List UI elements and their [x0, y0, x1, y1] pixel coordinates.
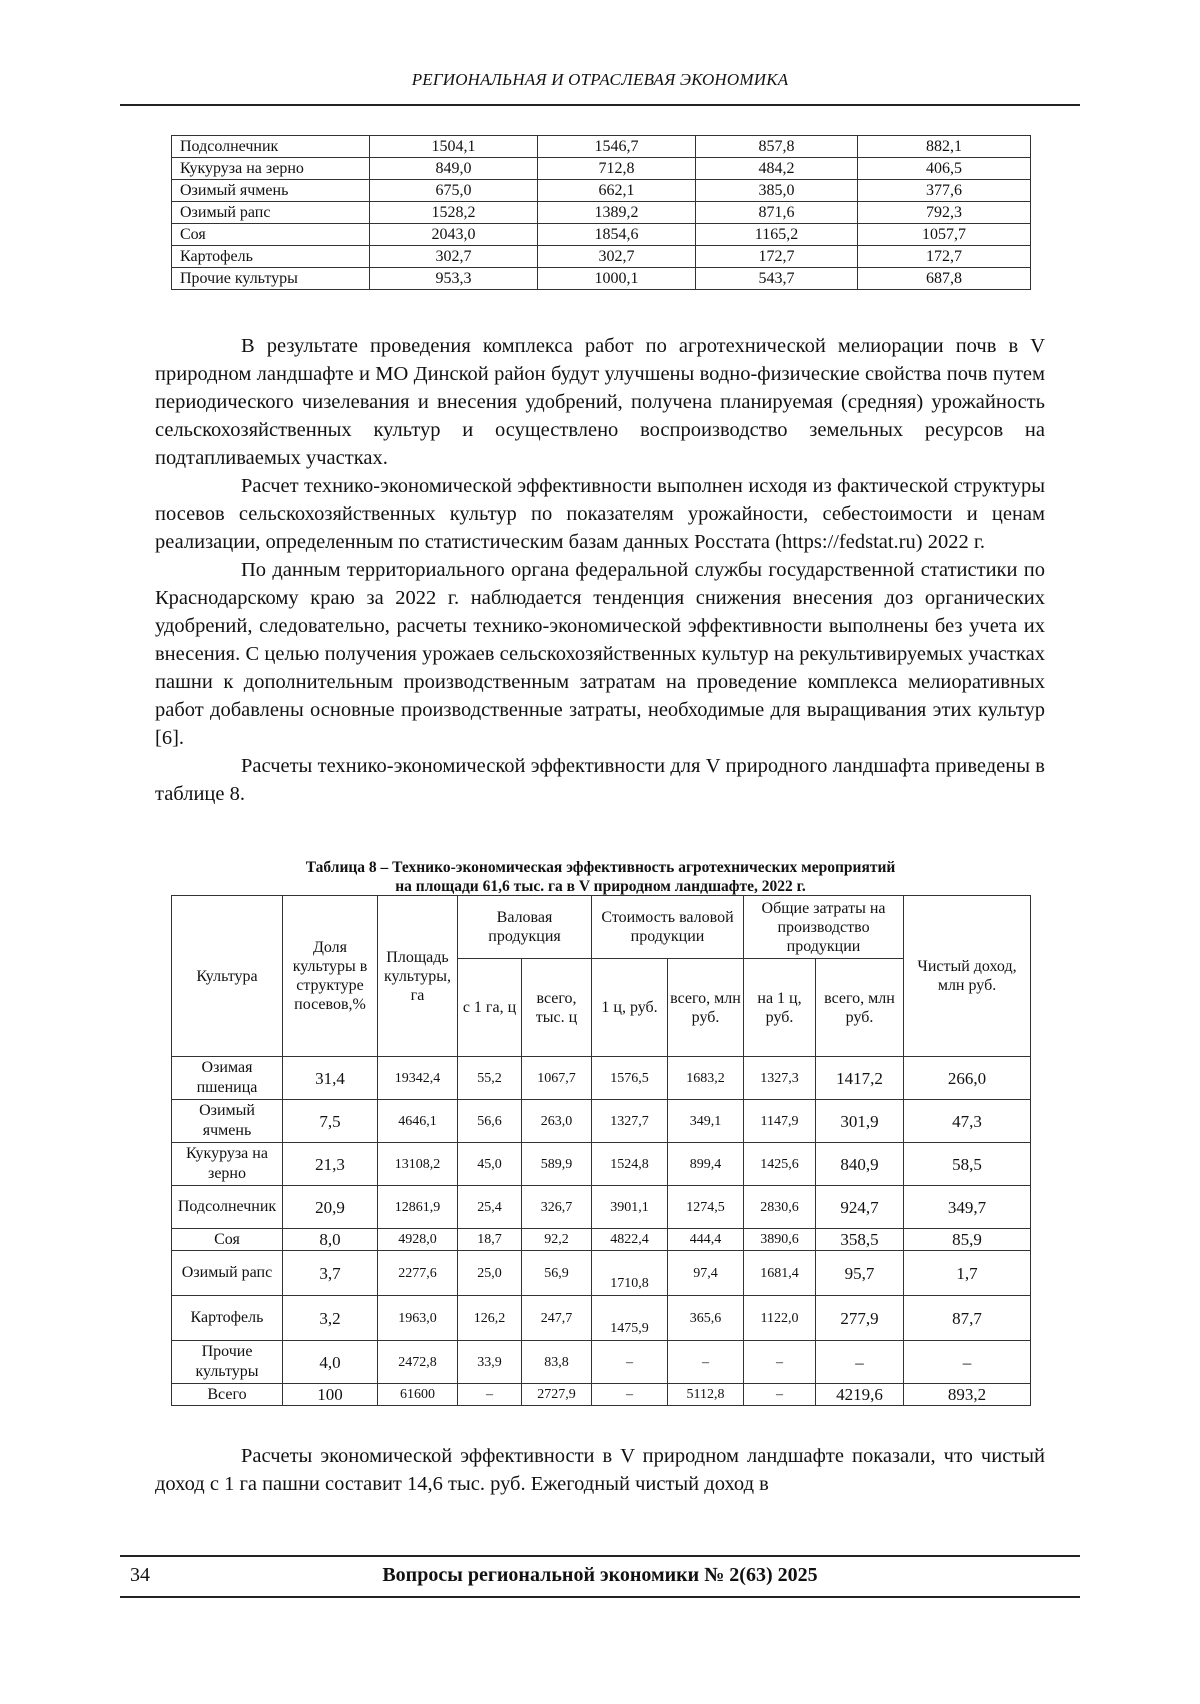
share-cell: 3,7 [283, 1251, 378, 1296]
net-cell: 47,3 [904, 1100, 1031, 1143]
table-8-title-line: на площади 61,6 тыс. га в V природном ландшафте, 2022 г. [395, 878, 806, 895]
value-cell: 365,6 [668, 1296, 744, 1341]
share-cell: 4,0 [283, 1341, 378, 1384]
costs_total-cell: 924,7 [816, 1186, 904, 1229]
crop-name-cell: Подсолнечник [172, 136, 370, 158]
header-gross: Валовая продукция [458, 896, 592, 959]
value-cell: 857,8 [696, 136, 858, 158]
page-number: 34 [130, 1564, 150, 1586]
area-cell: 19342,4 [378, 1057, 458, 1100]
table-row [172, 158, 1031, 180]
value-cell: 953,3 [370, 268, 538, 290]
gross-cell: 247,7 [522, 1296, 592, 1341]
area-cell: 13108,2 [378, 1143, 458, 1186]
gross-cell: 1067,7 [522, 1057, 592, 1100]
value-cell: 302,7 [538, 246, 696, 268]
costs_total-cell: 1417,2 [816, 1057, 904, 1100]
header-exp-total: всего, млн руб. [816, 959, 904, 1057]
header-exp-per-c: на 1 ц, руб. [744, 959, 816, 1057]
area-cell: 1963,0 [378, 1296, 458, 1341]
header-culture: Культура [172, 896, 283, 1057]
header-area: Площадь культуры, га [378, 896, 458, 1057]
value-cell: 849,0 [370, 158, 538, 180]
value-cell: 1854,6 [538, 224, 696, 246]
table-row [172, 268, 1031, 290]
area-cell: 2472,8 [378, 1341, 458, 1384]
table-row [172, 224, 1031, 246]
header-cost-total: всего, млн руб. [668, 959, 744, 1057]
header-cost-per-c: 1 ц, руб. [592, 959, 668, 1057]
costs_total-cell: 95,7 [816, 1251, 904, 1296]
yield-cell: – [458, 1384, 522, 1406]
net-cell: 1,7 [904, 1251, 1031, 1296]
table-row [172, 1251, 1031, 1296]
area-cell: 2277,6 [378, 1251, 458, 1296]
crop-name-cell: Озимый ячмень [172, 1100, 283, 1143]
table-row [172, 202, 1031, 224]
footer-rule [120, 1555, 1080, 1557]
cost-cell: – [744, 1384, 816, 1406]
value-cell: 675,0 [370, 180, 538, 202]
table-row [172, 1143, 1031, 1186]
net-cell: – [904, 1341, 1031, 1384]
value-cell: – [668, 1341, 744, 1384]
paragraph: По данным территориального органа федеральной службы государственной статистики по Краснодарскому краю за 2022 г. наблюдается тенденция снижения внесения доз органических удобрений, следовательно, расчеты технико-экономической эффективности выполнены без учета их внесения. С целью получения урожаев сельскохозяйственных культур на рекультивируемых участках пашни к дополнительным производственным затратам на проведение комплекса мелиоративных работ добавлены основные производственные затраты, необходимые для выращивания этих культур [6]. [155, 559, 1045, 749]
cost-cell: 1147,9 [744, 1100, 816, 1143]
value-cell: 484,2 [696, 158, 858, 180]
header-gross-per-ha: с 1 га, ц [458, 959, 522, 1057]
paragraph: Расчеты технико-экономической эффективности для V природного ландшафта приведены в таблице 8. [155, 755, 1045, 805]
share-cell: 21,3 [283, 1143, 378, 1186]
cost-cell: 1681,4 [744, 1251, 816, 1296]
table-row [172, 1384, 1031, 1406]
net-cell: 58,5 [904, 1143, 1031, 1186]
running-header: РЕГИОНАЛЬНАЯ И ОТРАСЛЕВАЯ ЭКОНОМИКА [411, 70, 789, 89]
value-cell: 1504,1 [370, 136, 538, 158]
yield-cell: 25,4 [458, 1186, 522, 1229]
value-cell: 377,6 [858, 180, 1031, 202]
table-row [172, 1229, 1031, 1251]
crop-name-cell: Прочие культуры [172, 1341, 283, 1384]
table-row [172, 1057, 1031, 1100]
value-cell: 687,8 [858, 268, 1031, 290]
header-gross-total: всего, тыс. ц [522, 959, 592, 1057]
crop-name-cell: Подсолнечник [172, 1186, 283, 1229]
value-cell: 871,6 [696, 202, 858, 224]
journal-name: Вопросы региональной экономики № 2(63) 2025 [382, 1564, 818, 1586]
share-cell: 20,9 [283, 1186, 378, 1229]
costs_total-cell: 4219,6 [816, 1384, 904, 1406]
cost-cell: – [744, 1341, 816, 1384]
paragraph: Расчеты экономической эффективности в V природном ландшафте показали, что чистый доход с 1 га пашни составит 14,6 тыс. руб. Ежегодный чистый доход в [155, 1445, 1045, 1495]
costs_total-cell: 301,9 [816, 1100, 904, 1143]
crop-name-cell: Прочие культуры [172, 268, 370, 290]
crop-name-cell: Кукуруза на зерно [172, 1143, 283, 1186]
table-row [172, 136, 1031, 158]
net-cell: 85,9 [904, 1229, 1031, 1251]
price-cell: 1576,5 [592, 1057, 668, 1100]
value-cell: 1057,7 [858, 224, 1031, 246]
price-cell: 3901,1 [592, 1186, 668, 1229]
value-cell: 882,1 [858, 136, 1031, 158]
table-continued [171, 135, 1031, 290]
header-expenses: Общие затраты на производство продукции [744, 896, 904, 959]
value-cell: 712,8 [538, 158, 696, 180]
yield-cell: 56,6 [458, 1100, 522, 1143]
price-cell: 1327,7 [592, 1100, 668, 1143]
value-cell: 543,7 [696, 268, 858, 290]
share-cell: 8,0 [283, 1229, 378, 1251]
yield-cell: 55,2 [458, 1057, 522, 1100]
yield-cell: 33,9 [458, 1341, 522, 1384]
value-cell: 1683,2 [668, 1057, 744, 1100]
yield-cell: 18,7 [458, 1229, 522, 1251]
yield-cell: 126,2 [458, 1296, 522, 1341]
header-cost: Стоимость валовой продукции [592, 896, 744, 959]
body-text [155, 332, 1045, 808]
price-cell: 1710,8 [592, 1251, 668, 1296]
share-cell: 31,4 [283, 1057, 378, 1100]
value-cell: 444,4 [668, 1229, 744, 1251]
crop-name-cell: Озимый рапс [172, 1251, 283, 1296]
table-row [172, 1186, 1031, 1229]
header-share: Доля культуры в структуре посевов,% [283, 896, 378, 1057]
table-8 [171, 895, 1031, 1406]
value-cell: 349,1 [668, 1100, 744, 1143]
cost-cell: 1122,0 [744, 1296, 816, 1341]
gross-cell: 83,8 [522, 1341, 592, 1384]
crop-name-cell: Картофель [172, 1296, 283, 1341]
gross-cell: 56,9 [522, 1251, 592, 1296]
value-cell: 792,3 [858, 202, 1031, 224]
area-cell: 4646,1 [378, 1100, 458, 1143]
value-cell: 302,7 [370, 246, 538, 268]
price-cell: – [592, 1341, 668, 1384]
cost-cell: 2830,6 [744, 1186, 816, 1229]
yield-cell: 25,0 [458, 1251, 522, 1296]
gross-cell: 92,2 [522, 1229, 592, 1251]
net-cell: 266,0 [904, 1057, 1031, 1100]
net-cell: 87,7 [904, 1296, 1031, 1341]
crop-name-cell: Озимый ячмень [172, 180, 370, 202]
crop-name-cell: Соя [172, 1229, 283, 1251]
table-row [172, 1341, 1031, 1384]
crop-name-cell: Озимый рапс [172, 202, 370, 224]
price-cell: 1524,8 [592, 1143, 668, 1186]
area-cell: 12861,9 [378, 1186, 458, 1229]
price-cell: 4822,4 [592, 1229, 668, 1251]
gross-cell: 2727,9 [522, 1384, 592, 1406]
share-cell: 7,5 [283, 1100, 378, 1143]
crop-name-cell: Картофель [172, 246, 370, 268]
table-row [172, 1100, 1031, 1143]
value-cell: 97,4 [668, 1251, 744, 1296]
footer-rule [120, 1596, 1080, 1598]
header-rule [120, 104, 1080, 106]
table-8-title [171, 858, 1030, 896]
value-cell: 662,1 [538, 180, 696, 202]
value-cell: 1274,5 [668, 1186, 744, 1229]
share-cell: 100 [283, 1384, 378, 1406]
paragraph: Расчет технико-экономической эффективности выполнен исходя из фактической структуры посевов сельскохозяйственных культур по показателям урожайности, себестоимости и ценам реализации, определенным по статистическим базам данных Росстата (https://fedstat.ru) 2022 г. [155, 475, 1045, 553]
net-cell: 893,2 [904, 1384, 1031, 1406]
yield-cell: 45,0 [458, 1143, 522, 1186]
value-cell: 172,7 [858, 246, 1031, 268]
gross-cell: 263,0 [522, 1100, 592, 1143]
price-cell: – [592, 1384, 668, 1406]
net-cell: 349,7 [904, 1186, 1031, 1229]
price-cell: 1475,9 [592, 1296, 668, 1341]
value-cell: 172,7 [696, 246, 858, 268]
crop-name-cell: Соя [172, 224, 370, 246]
value-cell: 385,0 [696, 180, 858, 202]
table-row [172, 180, 1031, 202]
value-cell: 406,5 [858, 158, 1031, 180]
cost-cell: 3890,6 [744, 1229, 816, 1251]
table-8-title-line: Таблица 8 – Технико-экономическая эффективность агротехнических мероприятий [305, 859, 896, 876]
header-net-income: Чистый доход, млн руб. [904, 896, 1031, 1057]
costs_total-cell: 358,5 [816, 1229, 904, 1251]
gross-cell: 326,7 [522, 1186, 592, 1229]
costs_total-cell: – [816, 1341, 904, 1384]
cost-cell: 1327,3 [744, 1057, 816, 1100]
table-row [172, 1296, 1031, 1341]
area-cell: 61600 [378, 1384, 458, 1406]
value-cell: 2043,0 [370, 224, 538, 246]
costs_total-cell: 277,9 [816, 1296, 904, 1341]
paragraph: В результате проведения комплекса работ по агротехнической мелиорации почв в V природном ландшафте и МО Динской район будут улучшены водно-физические свойства почв путем периодического чизелевания и внесения удобрений, получена планируемая (средняя) урожайность сельскохозяйственных культур и осуществлено воспроизводство земельных ресурсов на подтапливаемых участках. [155, 335, 1045, 469]
value-cell: 1389,2 [538, 202, 696, 224]
crop-name-cell: Озимая пшеница [172, 1057, 283, 1100]
value-cell: 5112,8 [668, 1384, 744, 1406]
value-cell: 899,4 [668, 1143, 744, 1186]
value-cell: 1000,1 [538, 268, 696, 290]
body-text-bottom [155, 1442, 1045, 1498]
table-row [172, 246, 1031, 268]
gross-cell: 589,9 [522, 1143, 592, 1186]
costs_total-cell: 840,9 [816, 1143, 904, 1186]
value-cell: 1546,7 [538, 136, 696, 158]
area-cell: 4928,0 [378, 1229, 458, 1251]
value-cell: 1165,2 [696, 224, 858, 246]
share-cell: 3,2 [283, 1296, 378, 1341]
crop-name-cell: Всего [172, 1384, 283, 1406]
value-cell: 1528,2 [370, 202, 538, 224]
crop-name-cell: Кукуруза на зерно [172, 158, 370, 180]
cost-cell: 1425,6 [744, 1143, 816, 1186]
